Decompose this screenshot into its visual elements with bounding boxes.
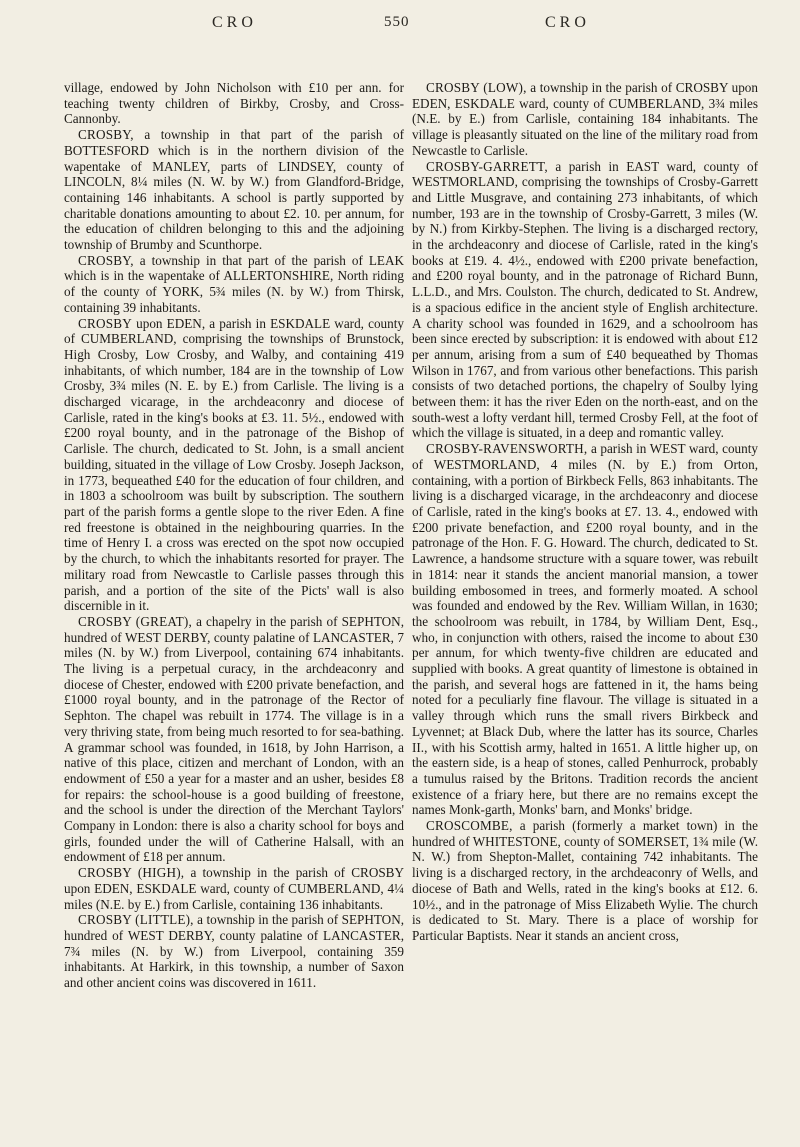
entry-paragraph [64,80,404,127]
entry-paragraph [412,441,758,818]
entry-paragraph [64,865,404,912]
entry-headword: CROSBY (GREAT), [78,613,192,629]
page-number: 550 [384,14,410,30]
entry-text: a township in that part of the parish of LEAK which is in the wapentake of ALLERTONSHIRE, North riding of the county of YORK, 5¾ miles (N. by W.) from Thirsk, containing 39 inhabitants. [64,252,405,315]
entry-text: a parish in EAST ward, county of WESTMORLAND, comprising the townships of Crosby-Garrett and Little Musgrave, and containing 273 inhabitants, of which number, 193 are in the township of Crosby-Garrett, 3 miles (W. by N.) from Kirkby-Stephen. The living is a discharged rectory, in the archdeaconry and diocese of Carlisle, rated in the king's books at £19. 4. 4½., endowed with £200 private benefaction, and £200 royal bounty, and in the patronage of Richard Bunn, L.L.D., and Mrs. Coulston. The church, dedicated to St. Andrew, is a spacious edifice in the ancient style of English architecture. A charity school was founded in 1629, and a schoolroom has been since erected by subscription: it is endowed with about £12 per annum, arising from a sum of £40 bequeathed by Thomas Wilson in 1767, and from various other benefactions. This parish consists of two detached portions, the chapelry of Soulby lying between them: it has the river Eden on the north-east, and on the south-west a lofty verdant hill, termed Crosby Fell, at the foot of which the village is situated, in a deep and romantic valley. [412,158,759,441]
right-column [412,80,758,944]
entry-paragraph [64,614,404,865]
entry-text: a township in the parish of SEPHTON, hundred of WEST DERBY, county palatine of LANCASTER, 7¾ miles (N. by W.) from Liverpool, containing 359 inhabitants. At Harkirk, in this township, a number of Saxon and other ancient coins was discovered in 1611. [64,912,405,991]
entry-paragraph [412,80,758,159]
entry-paragraph [412,159,758,442]
entry-text: a parish in WEST ward, county of WESTMORLAND, 4 miles (N. by E.) from Orton, containing, with a portion of Birkbeck Fells, 863 inhabitants. The living is a discharged vicarage, in the archdeaconry and diocese of Carlisle, rated in the king's books at £7. 13. 4., endowed with £200 private benefaction, and £200 royal bounty, and in the patronage of the Hon. F. G. Howard. The church, dedicated to St. Lawrence, a handsome structure with a square tower, was rebuilt in 1814: near it stands the ancient manorial mansion, a tower building embosomed in trees, and formerly moated. A school was founded and endowed by the Rev. William Willan, in 1630; the schoolroom was rebuilt, in 1784, by William Dent, Esq., who, in conjunction with others, raised the income to about £30 per annum, for which twenty-five children are educated and supplied with books. A great quantity of limestone is obtained in the parish, and several hogs are fattened in it, the hams being noted for a peculiarly fine flavour. The village is situated in a valley through which runs the small rivers Birkbeck and Lyvennet; at Black Dub, where the latter has its source, Charles II., with his Scottish army, halted in 1651. A little higher up, on the eastern side, is a heap of stones, called Penhurrock, probably a tumulus raised by the Britons. Tradition records the ancient existence of a friary here, but there are no remains except the names Monk-garth, Monks' barn, and Monks' bridge. [412,441,758,818]
left-column [64,80,404,991]
entry-text: a township in that part of the parish of BOTTESFORD which is in the northern division of the wapentake of MANLEY, parts of LINDSEY, county of LINCOLN, 8¼ miles (N. W. by W.) from Glandford-Bridge, containing 146 inhabitants. A school is partly supported by charitable donations amounting to about £2. 10. per annum, for the education of children belonging to this and the adjoining township of Brumby and Scunthorpe. [64,127,404,253]
entry-paragraph [64,253,404,316]
entry-headword: CROSBY-GARRETT, [426,158,548,174]
entry-paragraph [64,912,404,991]
entry-text: village, endowed by John Nicholson with £10 per ann. for teaching twenty children of Birkby, Crosby, and Cross-Cannonby. [64,80,404,127]
entry-paragraph [64,127,404,253]
entry-text: upon EDEN, a parish in ESKDALE ward, county of CUMBERLAND, comprising the townships of Brunstock, High Crosby, Low Crosby, and Walby, and containing 419 inhabitants, of which number, 184 are in the township of Low Crosby, 3¾ miles (N. E. by E.) from Carlisle. The living is a discharged vicarage, in the archdeaconry and diocese of Carlisle, rated in the king's books at £3. 11. 5½., endowed with £200 royal bounty, and in the patronage of the Bishop of Carlisle. The church, dedicated to St. John, is a small ancient building, situated in the village of Low Crosby. Joseph Jackson, in 1773, bequeathed £40 for the education of four children, and in 1803 a schoolroom was built by subscription. The southern part of the parish forms a gentle slope to the river Eden. A fine red freestone is obtained in the neighbouring quarries. In the time of Henry I. a cross was erected on the spot now occupied by the church, to which the inhabitants resorted for prayer. The military road from Newcastle to Carlisle passes through this parish, and a portion of the site of the Picts' wall is also discernible in it. [64,315,404,614]
entry-headword: CROSCOMBE, [426,818,513,834]
running-header [0,14,800,34]
entry-headword: CROSBY (HIGH), [78,865,185,881]
entry-headword: CROSBY (LITTLE), [78,912,194,928]
entry-headword: CROSBY-RAVENSWORTH, [426,441,588,457]
header-right-guide: CRO [545,14,590,31]
entry-paragraph [412,818,758,944]
header-left-guide: CRO [212,14,257,31]
entry-headword: CROSBY [78,315,132,331]
entry-headword: CROSBY (LOW), [426,80,527,95]
entry-text: a township in the parish of CROSBY upon EDEN, ESKDALE ward, county of CUMBERLAND, 3¾ miles (N.E. by E.) from Carlisle, containing 184 inhabitants. The village is pleasantly situated on the line of the military road from Newcastle to Carlisle. [412,80,758,158]
entry-text: a township in the parish of CROSBY upon EDEN, ESKDALE ward, county of CUMBERLAND, 4¼ miles (N.E. by E.) from Carlisle, containing 136 inhabitants. [64,865,405,912]
entry-paragraph [64,316,404,614]
entry-headword: CROSBY, [78,252,134,268]
entry-text: a parish (formerly a market town) in the hundred of WHITESTONE, county of SOMERSET, 1¾ mile (W. N. W.) from Shepton-Mallet, containing 742 inhabitants. The living is a discharged rectory, in the archdeaconry of Wells, and diocese of Bath and Wells, rated in the king's books at £12. 6. 10½., and in the patronage of Miss Elizabeth Wylie. The church is dedicated to St. Mary. There is a place of worship for Particular Baptists. Near it stands an ancient cross, [412,818,758,943]
entry-headword: CROSBY, [78,127,134,143]
entry-text: a chapelry in the parish of SEPHTON, hundred of WEST DERBY, county palatine of LANCASTER, 7 miles (N. by W.) from Liverpool, containing 674 inhabitants. The living is a perpetual curacy, in the archdeaconry and diocese of Chester, endowed with £200 private benefaction, and £1000 royal bounty, and in the patronage of the Rector of Sephton. The chapel was rebuilt in 1774. The village is in a very thriving state, from being much resorted to for sea-bathing. A grammar school was founded, in 1618, by John Harrison, a native of this place, citizen and merchant of London, with an endowment of £50 a year for a master and an usher, besides £8 for repairs: the school-house is a good building of freestone, and the school is under the direction of the Merchant Taylors' Company in London: there is also a charity school for boys and girls, founded under the will of Catherine Halsall, with an endowment of £18 per annum. [64,613,405,865]
